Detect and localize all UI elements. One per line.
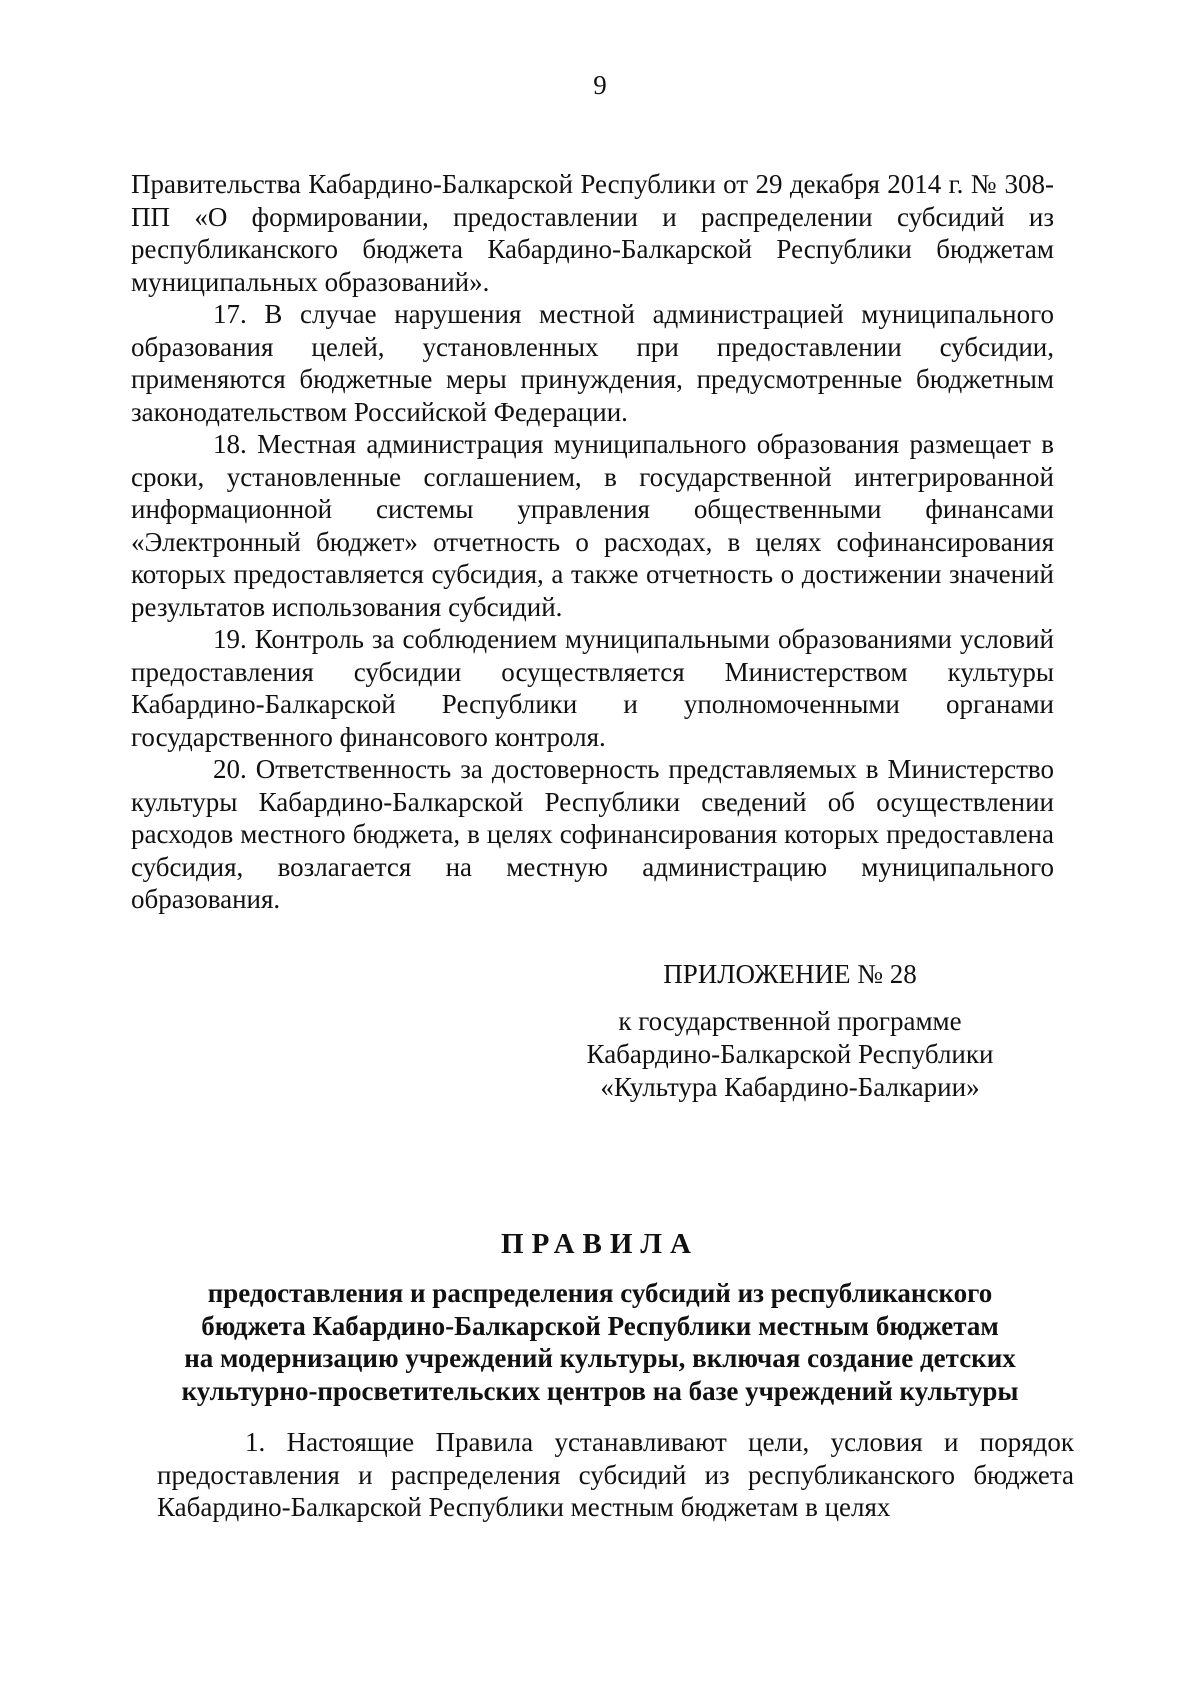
rules-subtitle	[140, 1277, 1060, 1407]
body-text	[131, 168, 1054, 916]
paragraph-19: 19. Контроль за соблюдением муниципальными образованиями условий предоставления субсидии осуществляется Министерством культуры Кабардино-Балкарской Республики и уполномоченными органами государственного финансового контроля.	[131, 624, 1054, 752]
rules-paragraph-1: 1. Настоящие Правила устанавливают цели, условия и порядок предоставления и распределения субсидий из республиканского бюджета Кабардино-Балкарской Республики местным бюджетам в целях	[157, 1427, 1074, 1522]
rules-subtitle-line: предоставления и распределения субсидий из республиканского	[207, 1278, 993, 1308]
appendix-line: к государственной программе	[618, 1006, 962, 1036]
appendix-header	[560, 958, 1020, 1104]
appendix-line: «Культура Кабардино-Балкарии»	[600, 1072, 980, 1102]
paragraph-20: 20. Ответственность за достоверность представляемых в Министерство культуры Кабардино-Балкарской Республики сведений об осуществлении расходов местного бюджета, в целях софинансирования которых предоставлена субсидия, возлагается на местную администрацию муниципального образования.	[131, 754, 1054, 914]
appendix-line: Кабардино-Балкарской Республики	[586, 1039, 994, 1069]
rules-title: ПРАВИЛА	[501, 1228, 699, 1260]
paragraph-18: 18. Местная администрация муниципального образования размещает в сроки, установленные соглашением, в государственной интегрированной информационной системы управления общественными финансами «Электронный бюджет» отчетность о расходах, в целях софинансирования которых предоставляется субсидия, а также отчетность о достижении значений результатов использования субсидий.	[131, 429, 1054, 622]
page-number: 9	[593, 70, 607, 100]
rules-subtitle-line: на модернизацию учреждений культуры, включая создание детских	[184, 1343, 1016, 1373]
rules-subtitle-line: культурно-просветительских центров на базе учреждений культуры	[181, 1375, 1019, 1406]
appendix-title: ПРИЛОЖЕНИЕ № 28	[663, 959, 917, 989]
rules-subtitle-line: бюджета Кабардино-Балкарской Республики местным бюджетам	[201, 1310, 999, 1341]
paragraph-continuation: Правительства Кабардино-Балкарской Республики от 29 декабря 2014 г. № 308-ПП «О формировании, предоставлении и распределении субсидий из республиканского бюджета Кабардино-Балкарской Республики бюджетам муниципальных образований».	[131, 169, 1054, 297]
rules-body	[157, 1426, 1074, 1524]
paragraph-17: 17. В случае нарушения местной администрацией муниципального образования целей, установленных при предоставлении субсидии, применяются бюджетные меры принуждения, предусмотренные бюджетным законодательством Российской Федерации.	[131, 299, 1054, 427]
